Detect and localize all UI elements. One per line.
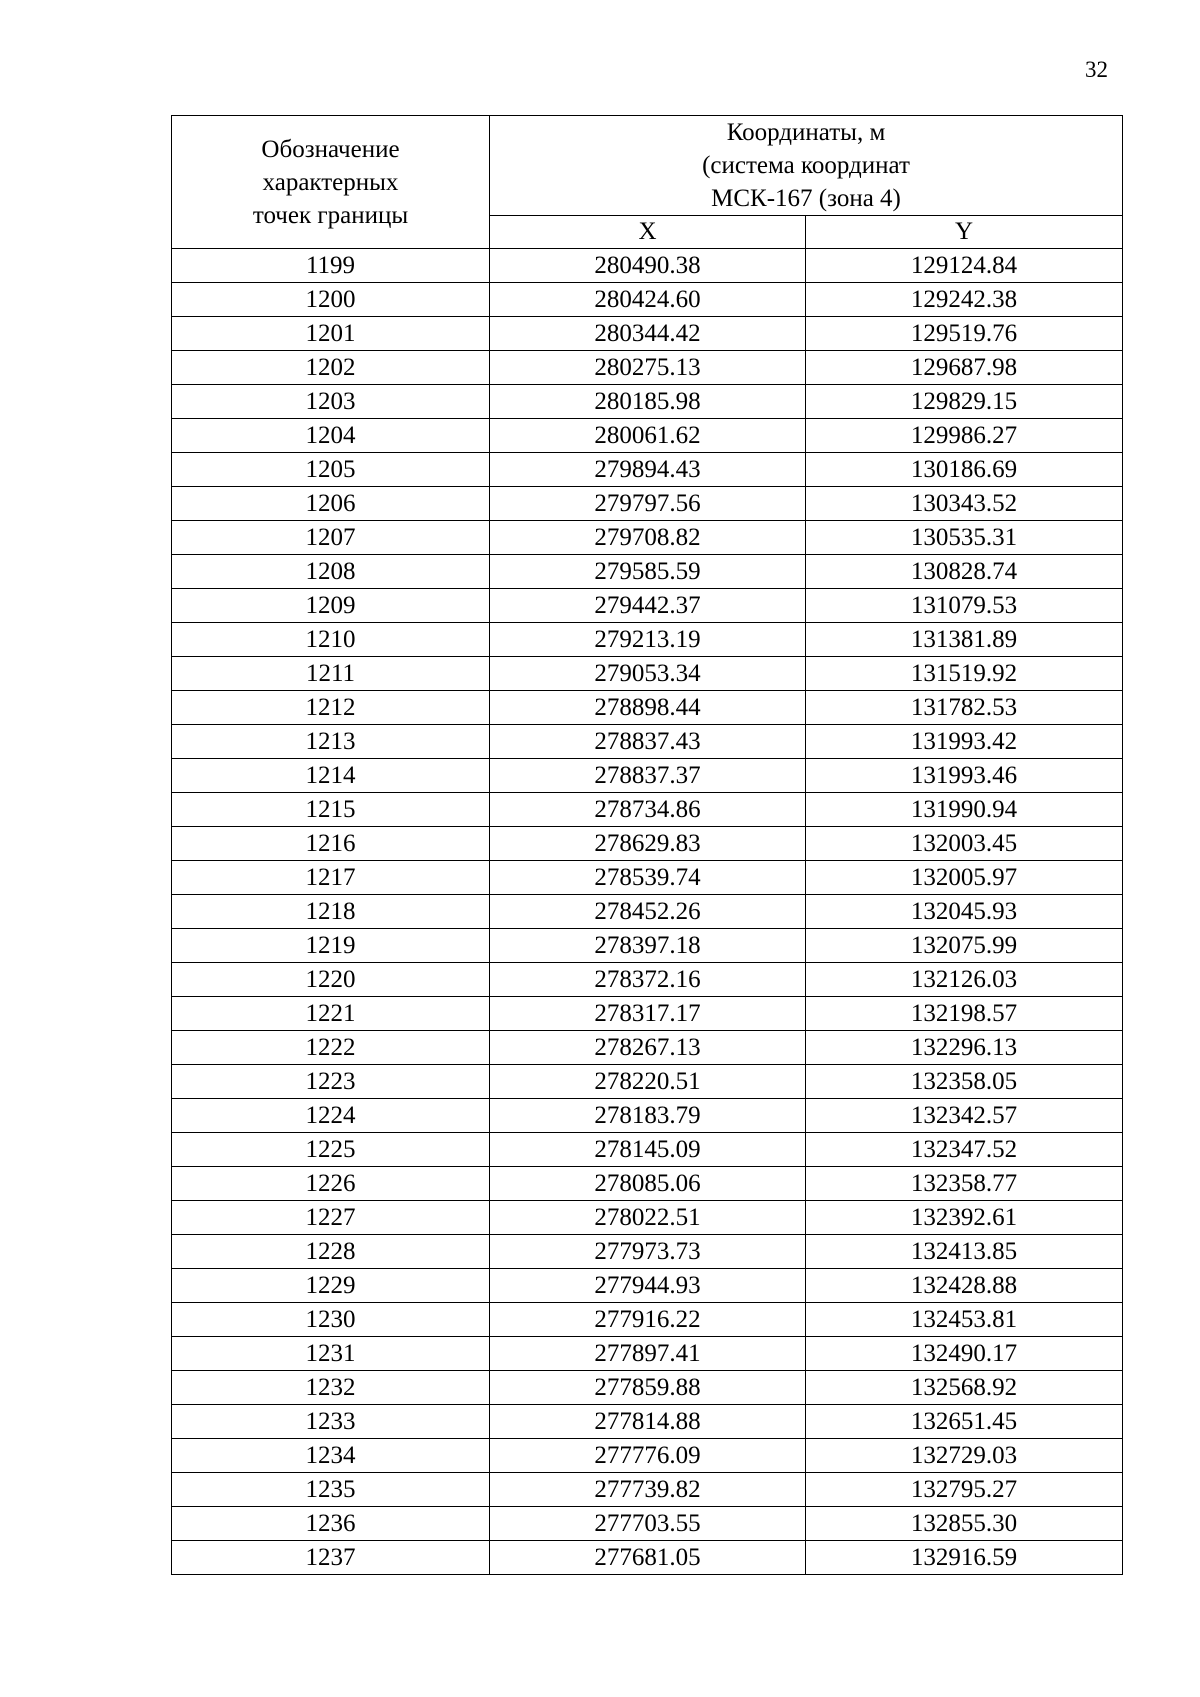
table-row [172, 997, 1123, 1031]
x-cell: 279585.59 [490, 555, 806, 589]
y-cell: 129519.76 [806, 317, 1123, 351]
y-cell: 132413.85 [806, 1235, 1123, 1269]
x-cell: 279442.37 [490, 589, 806, 623]
point-id-cell: 1212 [172, 691, 490, 725]
point-id-cell: 1209 [172, 589, 490, 623]
x-cell: 280061.62 [490, 419, 806, 453]
table-row [172, 1405, 1123, 1439]
x-cell: 278317.17 [490, 997, 806, 1031]
page-number: 32 [1085, 57, 1108, 82]
table-row [172, 827, 1123, 861]
y-cell: 130343.52 [806, 487, 1123, 521]
x-cell: 277973.73 [490, 1235, 806, 1269]
x-cell: 277897.41 [490, 1337, 806, 1371]
y-cell: 131519.92 [806, 657, 1123, 691]
x-cell: 278837.43 [490, 725, 806, 759]
x-cell: 278397.18 [490, 929, 806, 963]
table-row [172, 1507, 1123, 1541]
point-id-cell: 1201 [172, 317, 490, 351]
x-cell: 278452.26 [490, 895, 806, 929]
y-cell: 132453.81 [806, 1303, 1123, 1337]
table-row [172, 589, 1123, 623]
table-row [172, 453, 1123, 487]
table-row [172, 1303, 1123, 1337]
point-id-cell: 1227 [172, 1201, 490, 1235]
y-cell: 132126.03 [806, 963, 1123, 997]
x-cell: 279053.34 [490, 657, 806, 691]
x-cell: 278183.79 [490, 1099, 806, 1133]
x-cell: 280490.38 [490, 249, 806, 283]
table-row [172, 1235, 1123, 1269]
table-row [172, 419, 1123, 453]
table-row [172, 1371, 1123, 1405]
x-cell: 278220.51 [490, 1065, 806, 1099]
table-row [172, 1031, 1123, 1065]
y-cell: 129242.38 [806, 283, 1123, 317]
table-row [172, 1337, 1123, 1371]
y-cell: 132358.77 [806, 1167, 1123, 1201]
x-cell: 280185.98 [490, 385, 806, 419]
header-y: Y [806, 216, 1123, 249]
y-cell: 129986.27 [806, 419, 1123, 453]
table-body [172, 249, 1123, 1575]
table-row [172, 1099, 1123, 1133]
y-cell: 131381.89 [806, 623, 1123, 657]
point-id-cell: 1233 [172, 1405, 490, 1439]
table-row [172, 283, 1123, 317]
point-id-cell: 1214 [172, 759, 490, 793]
header-x: X [490, 216, 806, 249]
y-cell: 132347.52 [806, 1133, 1123, 1167]
table-row [172, 521, 1123, 555]
x-cell: 280344.42 [490, 317, 806, 351]
x-cell: 280275.13 [490, 351, 806, 385]
point-id-cell: 1232 [172, 1371, 490, 1405]
header-coords-label: Координаты, м (система координат МСК-167 (зона 4) [702, 119, 910, 212]
y-cell: 132392.61 [806, 1201, 1123, 1235]
point-id-cell: 1202 [172, 351, 490, 385]
x-cell: 278145.09 [490, 1133, 806, 1167]
point-id-cell: 1234 [172, 1439, 490, 1473]
y-cell: 131782.53 [806, 691, 1123, 725]
x-cell: 279213.19 [490, 623, 806, 657]
table-row [172, 861, 1123, 895]
x-cell: 279797.56 [490, 487, 806, 521]
point-id-cell: 1224 [172, 1099, 490, 1133]
point-id-cell: 1223 [172, 1065, 490, 1099]
x-cell: 278629.83 [490, 827, 806, 861]
table-row [172, 317, 1123, 351]
y-cell: 130535.31 [806, 521, 1123, 555]
point-id-cell: 1216 [172, 827, 490, 861]
point-id-cell: 1221 [172, 997, 490, 1031]
y-cell: 132045.93 [806, 895, 1123, 929]
y-cell: 132490.17 [806, 1337, 1123, 1371]
y-cell: 129829.15 [806, 385, 1123, 419]
point-id-cell: 1229 [172, 1269, 490, 1303]
point-id-cell: 1228 [172, 1235, 490, 1269]
point-id-cell: 1236 [172, 1507, 490, 1541]
table-row [172, 487, 1123, 521]
point-id-cell: 1215 [172, 793, 490, 827]
point-id-cell: 1199 [172, 249, 490, 283]
x-cell: 278085.06 [490, 1167, 806, 1201]
y-cell: 132198.57 [806, 997, 1123, 1031]
table-row [172, 1167, 1123, 1201]
point-id-cell: 1213 [172, 725, 490, 759]
point-id-cell: 1210 [172, 623, 490, 657]
y-cell: 129124.84 [806, 249, 1123, 283]
table-row [172, 691, 1123, 725]
table-row [172, 1473, 1123, 1507]
table-row [172, 725, 1123, 759]
point-id-cell: 1205 [172, 453, 490, 487]
point-id-cell: 1200 [172, 283, 490, 317]
x-cell: 278022.51 [490, 1201, 806, 1235]
point-id-cell: 1218 [172, 895, 490, 929]
table-row [172, 351, 1123, 385]
y-cell: 130186.69 [806, 453, 1123, 487]
y-cell: 132428.88 [806, 1269, 1123, 1303]
y-cell: 132568.92 [806, 1371, 1123, 1405]
y-cell: 132651.45 [806, 1405, 1123, 1439]
table-row [172, 1541, 1123, 1575]
y-cell: 132075.99 [806, 929, 1123, 963]
coordinates-table [171, 115, 1123, 1575]
table-row [172, 249, 1123, 283]
x-cell: 278898.44 [490, 691, 806, 725]
point-id-cell: 1207 [172, 521, 490, 555]
table-row [172, 793, 1123, 827]
table-row [172, 623, 1123, 657]
table-row [172, 1269, 1123, 1303]
point-id-cell: 1203 [172, 385, 490, 419]
header-coordinates [490, 116, 1123, 216]
x-cell: 277944.93 [490, 1269, 806, 1303]
point-id-cell: 1222 [172, 1031, 490, 1065]
x-cell: 277814.88 [490, 1405, 806, 1439]
point-id-cell: 1230 [172, 1303, 490, 1337]
y-cell: 130828.74 [806, 555, 1123, 589]
table-row [172, 1065, 1123, 1099]
x-cell: 279708.82 [490, 521, 806, 555]
table-row [172, 929, 1123, 963]
x-cell: 278372.16 [490, 963, 806, 997]
y-cell: 131990.94 [806, 793, 1123, 827]
table-row [172, 759, 1123, 793]
point-id-cell: 1235 [172, 1473, 490, 1507]
point-id-cell: 1226 [172, 1167, 490, 1201]
y-cell: 131993.46 [806, 759, 1123, 793]
table-row [172, 385, 1123, 419]
table-row [172, 555, 1123, 589]
x-cell: 278837.37 [490, 759, 806, 793]
point-id-cell: 1208 [172, 555, 490, 589]
x-cell: 277681.05 [490, 1541, 806, 1575]
x-cell: 278539.74 [490, 861, 806, 895]
y-cell: 132916.59 [806, 1541, 1123, 1575]
y-cell: 132005.97 [806, 861, 1123, 895]
table-row [172, 1201, 1123, 1235]
y-cell: 129687.98 [806, 351, 1123, 385]
point-id-cell: 1220 [172, 963, 490, 997]
y-cell: 132795.27 [806, 1473, 1123, 1507]
table-row [172, 1133, 1123, 1167]
x-cell: 277739.82 [490, 1473, 806, 1507]
y-cell: 132358.05 [806, 1065, 1123, 1099]
header-point-designation [172, 116, 490, 249]
x-cell: 277776.09 [490, 1439, 806, 1473]
x-cell: 277916.22 [490, 1303, 806, 1337]
x-cell: 278267.13 [490, 1031, 806, 1065]
header-point-label: Обозначение характерных точек границы [252, 135, 409, 229]
y-cell: 131993.42 [806, 725, 1123, 759]
point-id-cell: 1219 [172, 929, 490, 963]
y-cell: 132855.30 [806, 1507, 1123, 1541]
y-cell: 132296.13 [806, 1031, 1123, 1065]
point-id-cell: 1211 [172, 657, 490, 691]
table-header [172, 116, 1123, 249]
table-row [172, 657, 1123, 691]
y-cell: 131079.53 [806, 589, 1123, 623]
point-id-cell: 1217 [172, 861, 490, 895]
y-cell: 132003.45 [806, 827, 1123, 861]
table-row [172, 1439, 1123, 1473]
x-cell: 277703.55 [490, 1507, 806, 1541]
point-id-cell: 1231 [172, 1337, 490, 1371]
table-row [172, 895, 1123, 929]
point-id-cell: 1206 [172, 487, 490, 521]
x-cell: 279894.43 [490, 453, 806, 487]
point-id-cell: 1225 [172, 1133, 490, 1167]
y-cell: 132342.57 [806, 1099, 1123, 1133]
x-cell: 280424.60 [490, 283, 806, 317]
x-cell: 278734.86 [490, 793, 806, 827]
y-cell: 132729.03 [806, 1439, 1123, 1473]
point-id-cell: 1237 [172, 1541, 490, 1575]
point-id-cell: 1204 [172, 419, 490, 453]
table-row [172, 963, 1123, 997]
x-cell: 277859.88 [490, 1371, 806, 1405]
